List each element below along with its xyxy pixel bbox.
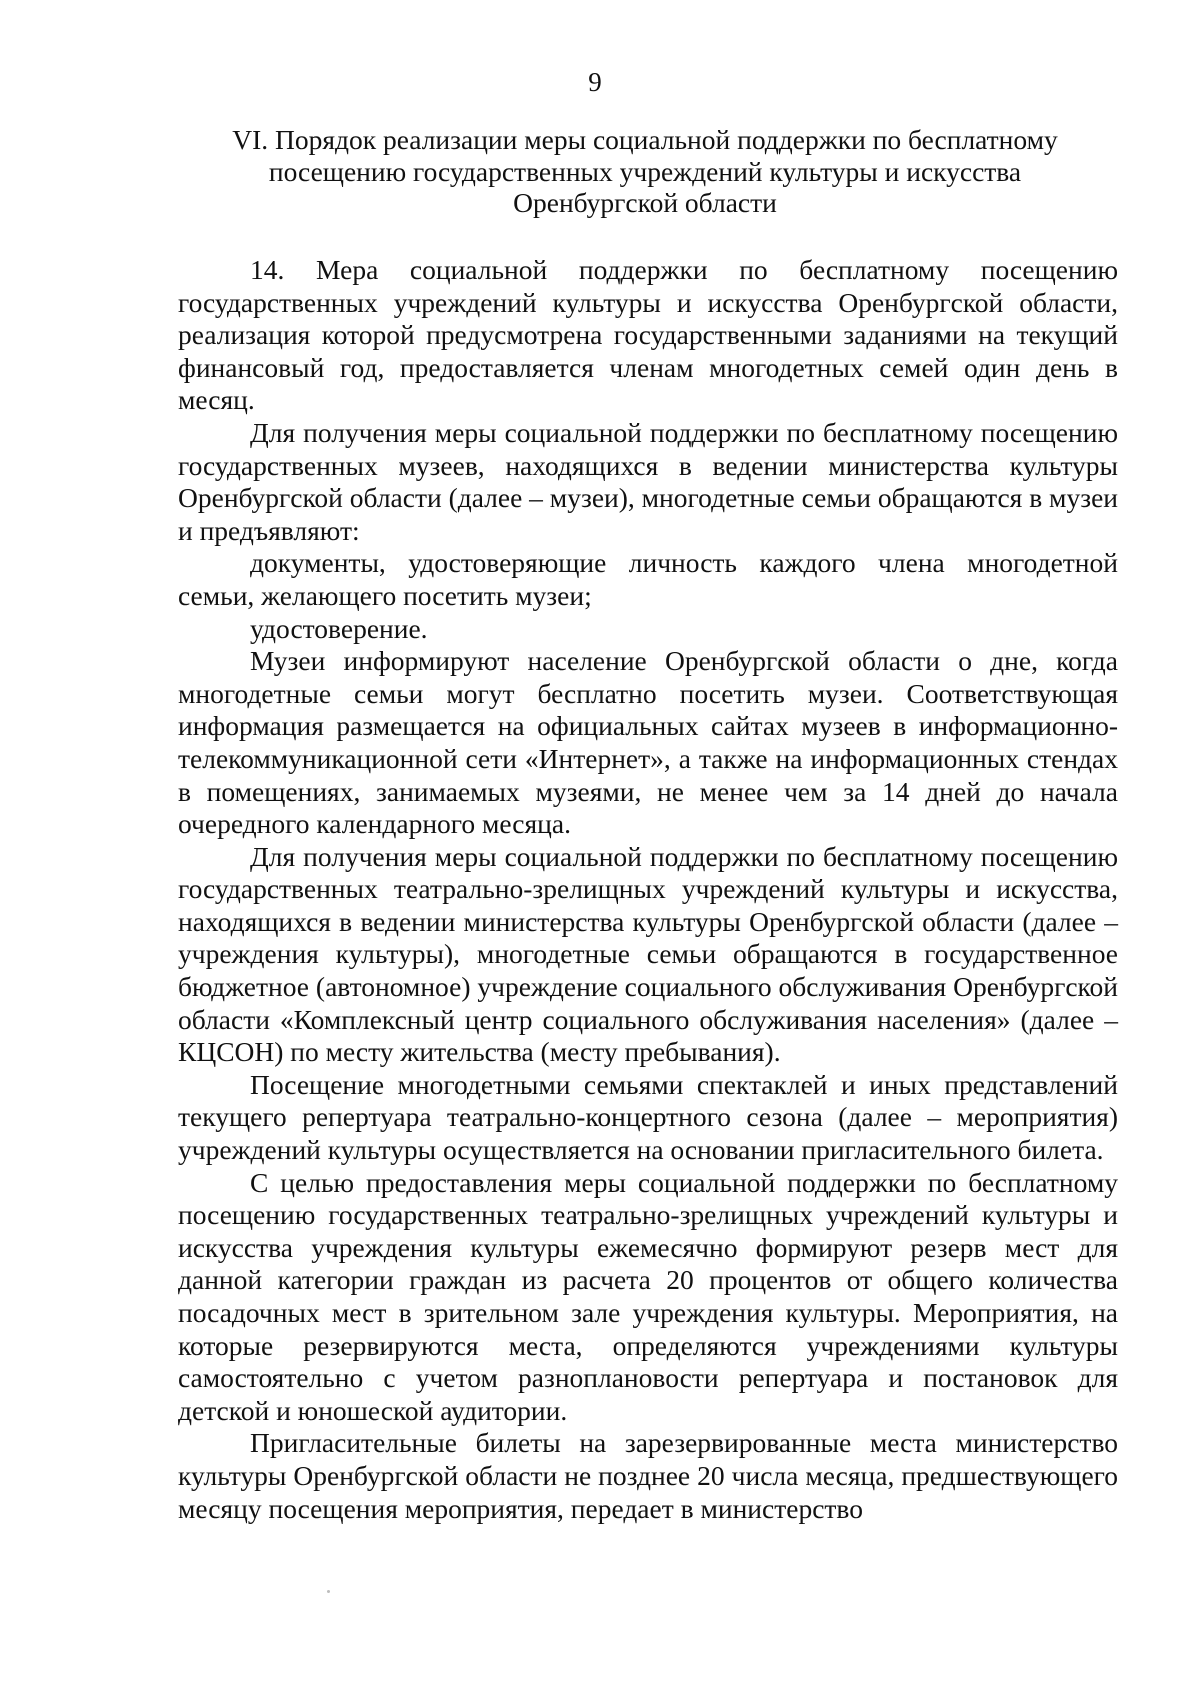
heading-line: VI. Порядок реализации меры социальной поддержки по бесплатному	[232, 124, 1058, 155]
heading-line: посещению государственных учреждений культуры и искусства	[268, 155, 1022, 187]
paragraph-museum-info: Музеи информируют население Оренбургской области о дне, когда многодетные семьи могут бесплатно посетить музеи. Соответствующая информация размещается на официальных сайтах музеев в информационно-телекоммуникационной сети «Интернет», а также на информационных стендах в помещениях, занимаемых музеями, не менее чем за 14 дней до начала очередного календарного месяца.	[178, 645, 1118, 840]
paragraph-14: 14. Мера социальной поддержки по бесплатному посещению государственных учреждений культуры и искусства Оренбургской области, реализация которой предусмотрена государственными заданиями на текущий финансовый год, предоставляется членам многодетных семей один день в месяц.	[178, 254, 1118, 416]
paragraph-theatres: Для получения меры социальной поддержки по бесплатному посещению государственных театрально-зрелищных учреждений культуры и искусства, находящихся в ведении министерства культуры Оренбургской области (далее – учреждения культуры), многодетные семьи обращаются в государственное бюджетное (автономное) учреждение социального обслуживания Оренбургской области «Комплексный центр социального обслуживания населения» (далее – КЦСОН) по месту жительства (месту пребывания).	[178, 840, 1118, 1068]
paragraph-museums: Для получения меры социальной поддержки по бесплатному посещению государственных музеев, находящихся в ведении министерства культуры Оренбургской области (далее – музеи), многодетные семьи обращаются в музеи и предъявляют:	[178, 416, 1118, 546]
section-heading	[180, 124, 1110, 219]
paragraph-visits: Посещение многодетными семьями спектаклей и иных представлений текущего репертуара театрально-концертного сезона (далее – мероприятия) учреждений культуры осуществляется на основании пригласительного билета.	[178, 1068, 1118, 1166]
paragraph-reserve: С целью предоставления меры социальной поддержки по бесплатному посещению государственных театрально-зрелищных учреждений культуры и искусства учреждения культуры ежемесячно формируют резерв мест для данной категории граждан из расчета 20 процентов от общего количества посадочных мест в зрительном зале учреждения культуры. Мероприятия, на которые резервируются места, определяются учреждениями культуры самостоятельно с учетом разноплановости репертуара и постановок для детской и юношеской аудитории.	[178, 1166, 1118, 1426]
scan-speck	[327, 1590, 330, 1593]
paragraph-documents: документы, удостоверяющие личность каждого члена многодетной семьи, желающего посетить музеи;	[178, 547, 1118, 611]
paragraph-certificate: удостоверение.	[250, 612, 428, 644]
paragraph-invitations: Пригласительные билеты на зарезервированные места министерство культуры Оренбургской области не позднее 20 числа месяца, предшествующего месяцу посещения мероприятия, передает в министерство	[178, 1427, 1118, 1524]
body-text	[178, 254, 1118, 1525]
heading-line: Оренбургской области	[513, 187, 777, 218]
page-number: 9	[588, 67, 602, 97]
